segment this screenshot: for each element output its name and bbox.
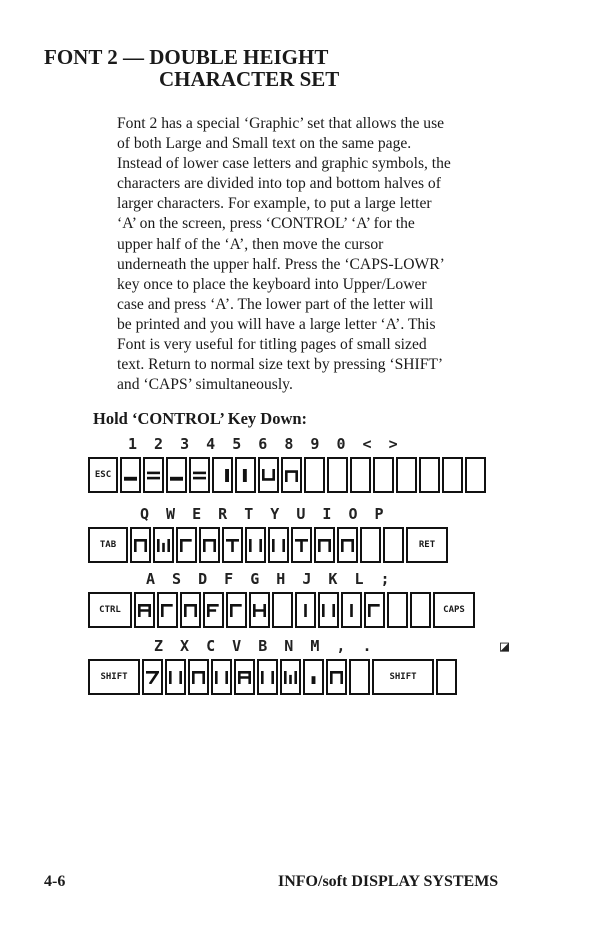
keyboard-heading: Hold ‘CONTROL’ Key Down: [93, 409, 308, 428]
row-3-keys [88, 590, 477, 628]
glyph-key [142, 659, 163, 695]
glyph-key [291, 527, 312, 563]
glyph-key [165, 659, 186, 695]
keyboard-row-2 [88, 505, 528, 550]
blank-key [410, 592, 431, 628]
keyboard-row-3 [88, 570, 528, 615]
ret-key: RET [406, 527, 448, 563]
blank-key [465, 457, 486, 493]
glyph-key [245, 527, 266, 563]
ctrl-key: CTRL [88, 592, 132, 628]
glyph-key [188, 659, 209, 695]
title-line-2: CHARACTER SET [159, 67, 340, 91]
blank-key [350, 457, 371, 493]
paragraph-line: characters are divided into top and bottom halves of [117, 175, 441, 193]
glyph-key [120, 457, 141, 493]
blank-key [360, 527, 381, 563]
glyph-key [222, 527, 243, 563]
paragraph-line: case and press ‘A’. The lower part of the letter will [117, 295, 434, 313]
row-1-key-hints: 1 2 3 4 5 6 8 9 0 < > [128, 435, 402, 453]
blank-key [442, 457, 463, 493]
paragraph-line: be printed and you will have a large letter ‘A’. This [117, 315, 436, 333]
glyph-key [166, 457, 187, 493]
paragraph-line: Instead of lower case letters and graphic symbols, the [117, 155, 451, 173]
glyph-key [157, 592, 178, 628]
running-footer-title: INFO/soft DISPLAY SYSTEMS [278, 873, 499, 890]
paragraph-line: Font is very useful for titling pages of small sized [117, 336, 427, 354]
glyph-key [318, 592, 339, 628]
glyph-key [258, 457, 279, 493]
paragraph-line: Font 2 has a special ‘Graphic’ set that allows the use [117, 115, 445, 132]
row-1-keys [88, 455, 488, 493]
blank-key [387, 592, 408, 628]
blank-key [436, 659, 457, 695]
glyph-key [268, 527, 289, 563]
glyph-key [337, 527, 358, 563]
glyph-key [303, 659, 324, 695]
glyph-key [295, 592, 316, 628]
esc-key: ESC [88, 457, 118, 493]
glyph-key [203, 592, 224, 628]
paragraph-line: ‘A’ on the screen, press ‘CONTROL’ ‘A’ for the [117, 215, 415, 233]
glyph-key [180, 592, 201, 628]
blank-key [383, 527, 404, 563]
glyph-key [341, 592, 362, 628]
row-2-keys [88, 525, 450, 563]
glyph-key [212, 457, 233, 493]
row-3-key-hints: A S D F G H J K L ; [146, 570, 390, 588]
glyph-key [281, 457, 302, 493]
glyph-key [226, 592, 247, 628]
glyph-key [326, 659, 347, 695]
keyboard-row-1 [88, 435, 528, 480]
glyph-key [211, 659, 232, 695]
glyph-key [134, 592, 155, 628]
row-4-keys [88, 657, 459, 695]
title-line-1: FONT 2 — DOUBLE HEIGHT [44, 45, 329, 69]
glyph-key [143, 457, 164, 493]
paragraph-line: larger characters. For example, to put a large letter [117, 195, 432, 213]
row-4-key-hints: Z X C V B N M , . [154, 637, 372, 655]
page-number: 4-6 [44, 873, 66, 890]
glyph-key [235, 457, 256, 493]
glyph-key [199, 527, 220, 563]
paragraph-line: key once to place the keyboard into Upper/Lower [117, 275, 427, 293]
paragraph-line: text. Return to normal size text by pressing ‘SHIFT’ [117, 356, 444, 374]
blank-key [349, 659, 370, 695]
shift-key-right: SHIFT [372, 659, 434, 695]
paragraph-line: of both Large and Small text on the same page. [117, 135, 412, 153]
half-block-icon: ◪ [500, 637, 510, 655]
paragraph-line: and ‘CAPS’ simultaneously. [117, 376, 293, 394]
glyph-key [280, 659, 301, 695]
shift-key-left: SHIFT [88, 659, 140, 695]
section-title [44, 46, 339, 90]
glyph-key [314, 527, 335, 563]
blank-key [272, 592, 293, 628]
keyboard-row-4 [88, 637, 528, 682]
glyph-key [234, 659, 255, 695]
blank-key [396, 457, 417, 493]
tab-key: TAB [88, 527, 128, 563]
row-2-key-hints: Q W E R T Y U I O P [140, 505, 384, 523]
body-paragraph [117, 114, 522, 395]
glyph-key [189, 457, 210, 493]
glyph-key [153, 527, 174, 563]
blank-key [327, 457, 348, 493]
paragraph-line: upper half of the ‘A’, then move the cursor [117, 235, 384, 253]
glyph-key [176, 527, 197, 563]
glyph-key [130, 527, 151, 563]
caps-key: CAPS [433, 592, 475, 628]
glyph-key [364, 592, 385, 628]
paragraph-line: underneath the upper half. Press the ‘CAPS-LOWR’ [117, 255, 445, 273]
blank-key [419, 457, 440, 493]
glyph-key [257, 659, 278, 695]
blank-key [304, 457, 325, 493]
blank-key [373, 457, 394, 493]
glyph-key [249, 592, 270, 628]
